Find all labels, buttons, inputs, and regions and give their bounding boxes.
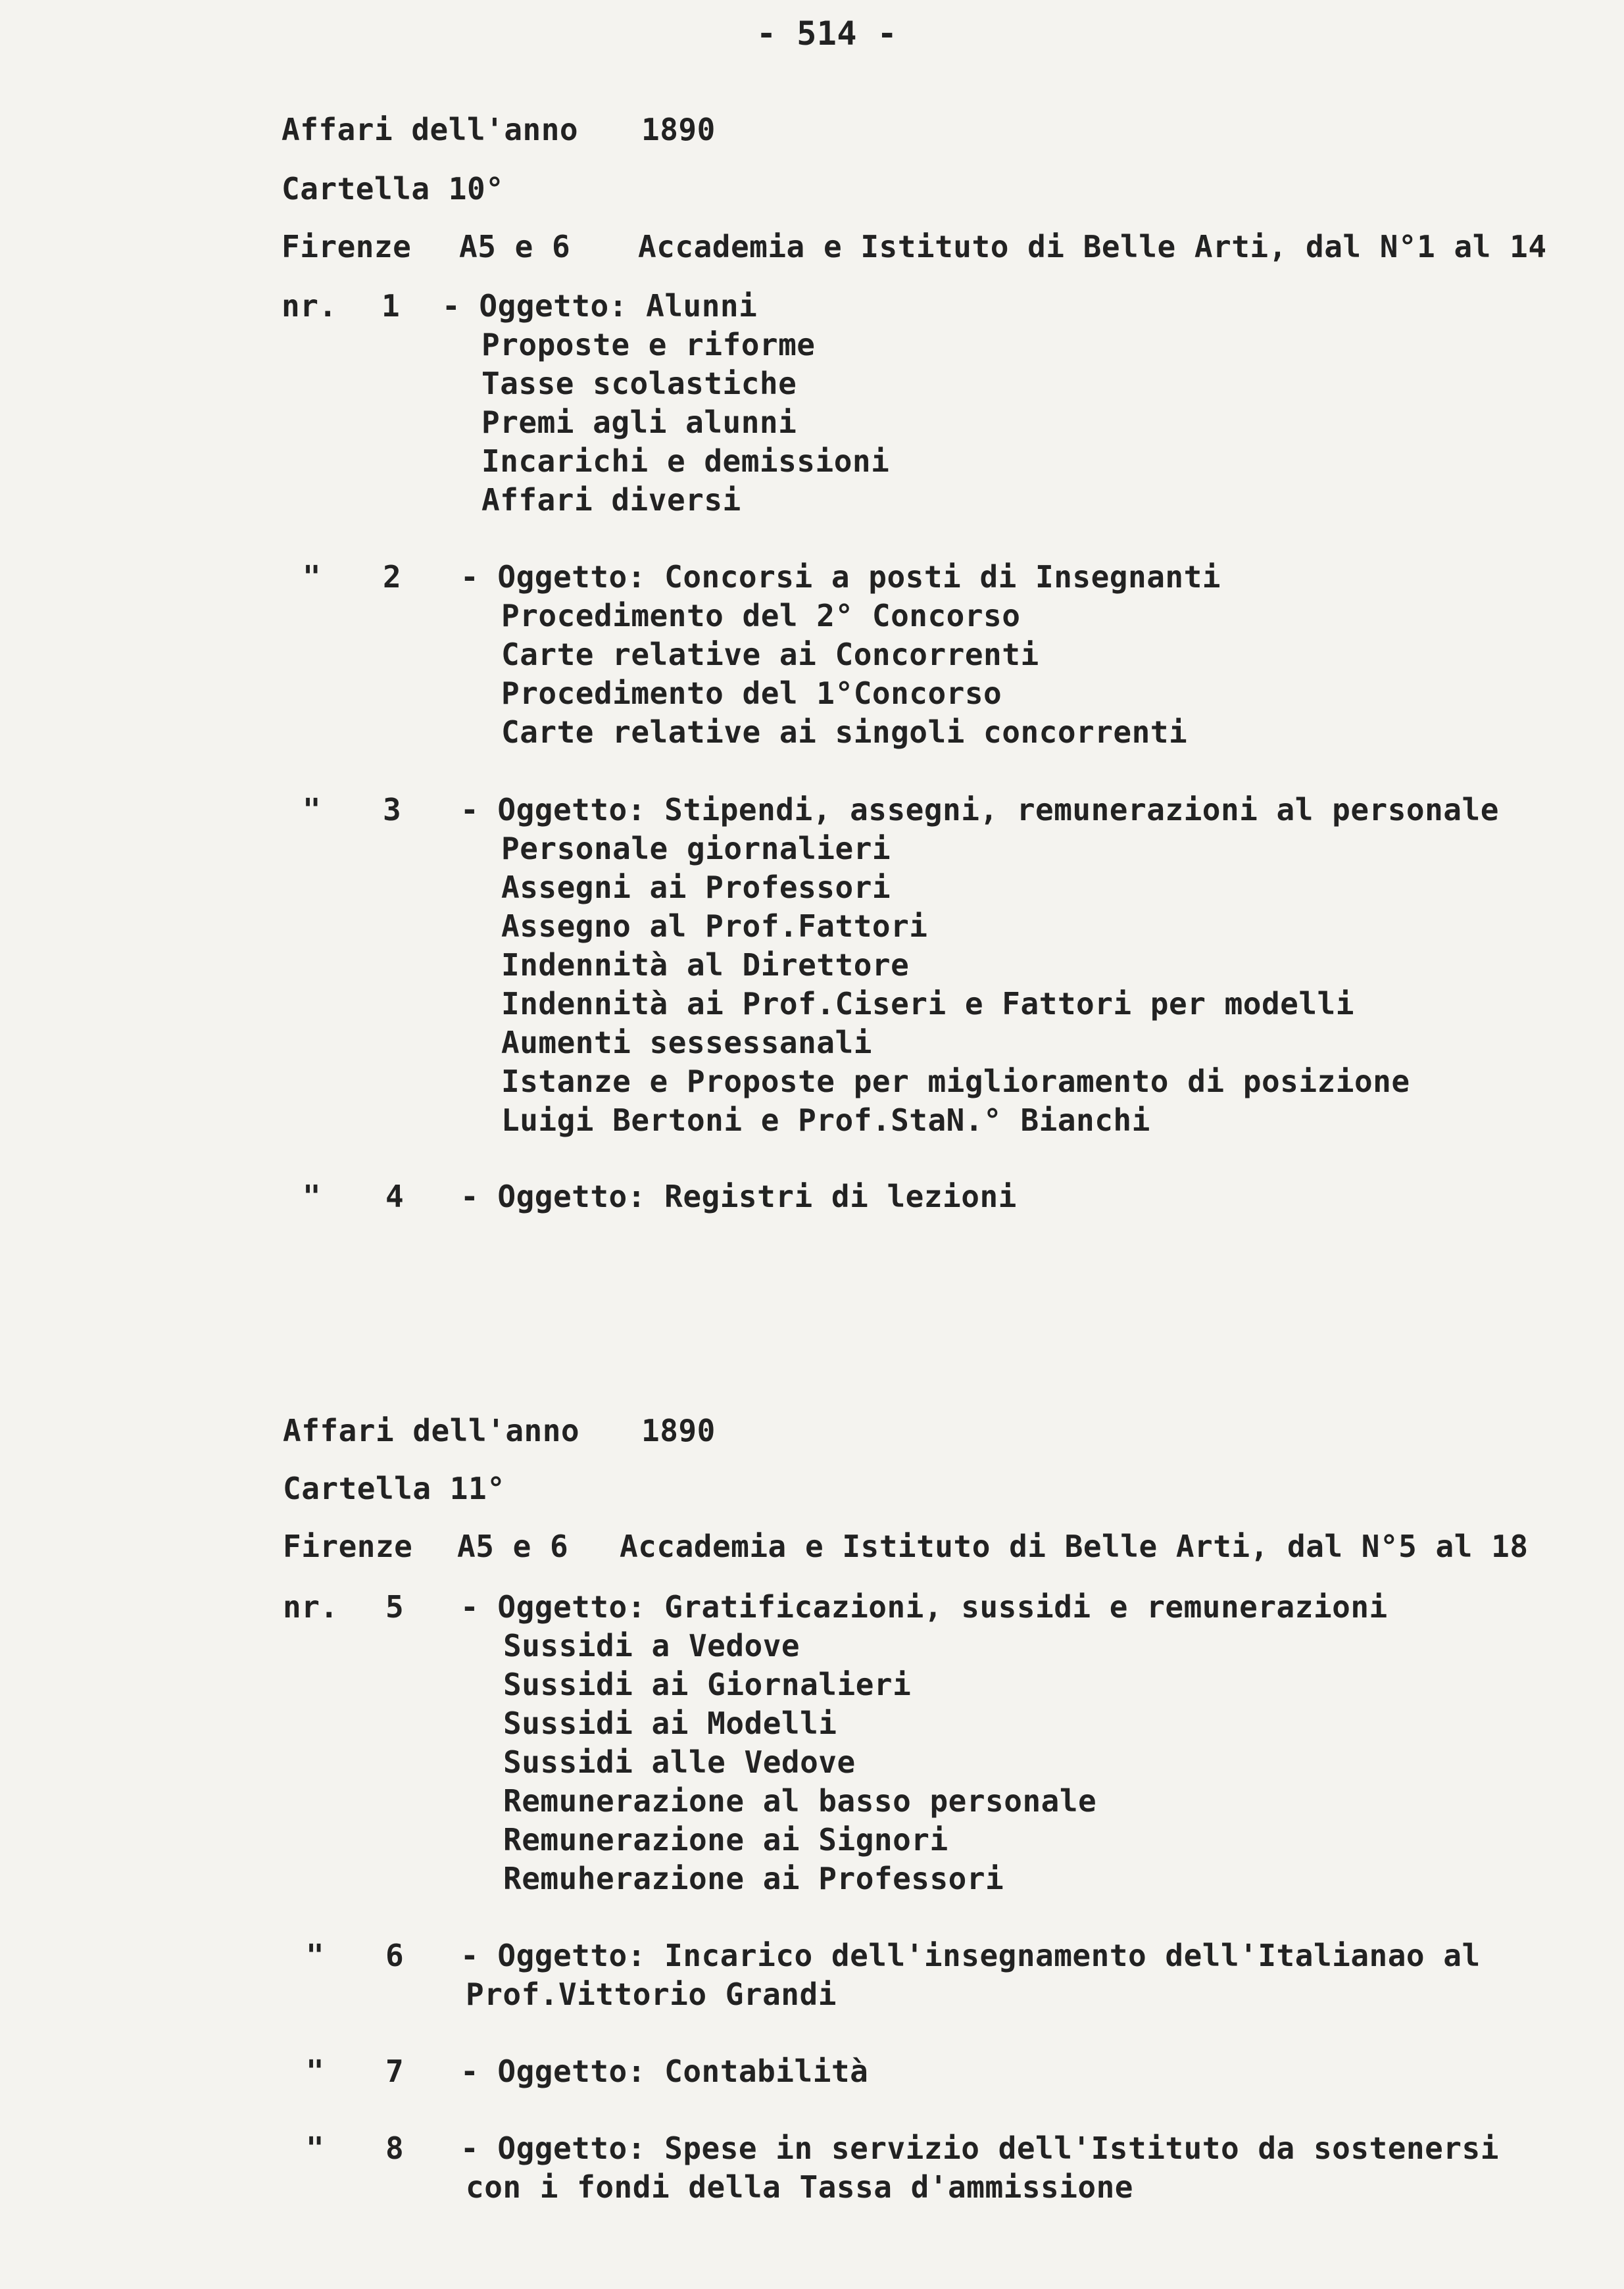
entry-number: 1	[381, 288, 401, 324]
entry-item: Sussidi ai Giornalieri	[503, 1667, 912, 1702]
entry-prefix: "	[306, 2130, 325, 2166]
cartella-label: Cartella 11°	[283, 1471, 506, 1506]
entry-prefix: "	[306, 1938, 325, 1973]
entry-item: Indennità ai Prof.Ciseri e Fattori per modelli	[501, 986, 1354, 1021]
entry-item: Incarichi e demissioni	[481, 443, 890, 479]
entry-subject: - Oggetto: Registri di lezioni	[460, 1179, 1017, 1214]
entry-prefix: nr.	[283, 1589, 339, 1625]
entry-item: Carte relative ai singoli concorrenti	[501, 714, 1188, 750]
entry-prefix: "	[303, 792, 322, 827]
entry-item: Prof.Vittorio Grandi	[466, 1977, 837, 2012]
entry-item: Istanze e Proposte per miglioramento di posizione	[501, 1064, 1410, 1099]
archive-code: A5 e 6	[459, 229, 571, 264]
archive-code: A5 e 6	[457, 1529, 569, 1564]
entry-subject: - Oggetto: Stipendi, assegni, remunerazioni al personale	[460, 792, 1499, 827]
entry-item: Tasse scolastiche	[481, 366, 797, 401]
entry-number: 6	[385, 1938, 405, 1973]
entry-item: Luigi Bertoni e Prof.StaN.° Bianchi	[501, 1102, 1150, 1138]
cartella-label: Cartella 10°	[282, 171, 504, 207]
entry-item: con i fondi della Tassa d'ammissione	[466, 2169, 1133, 2205]
entry-item: Aumenti sessessanali	[501, 1025, 872, 1060]
year-label: Affari dell'anno	[283, 1413, 580, 1448]
year-label: Affari dell'anno	[282, 112, 579, 147]
entry-item: Personale giornalieri	[501, 831, 891, 866]
entry-item: Remuherazione ai Professori	[503, 1861, 1004, 1896]
page-number: - 514 -	[756, 14, 898, 53]
entry-number: 7	[385, 2054, 405, 2089]
entry-item: Assegno al Prof.Fattori	[501, 908, 928, 944]
entry-subject: - Oggetto: Alunni	[442, 288, 758, 324]
entry-item: Sussidi a Vedove	[503, 1628, 800, 1663]
entry-number: 8	[385, 2130, 405, 2166]
entry-item: Remunerazione ai Signori	[503, 1822, 948, 1858]
entry-number: 3	[383, 792, 402, 827]
entry-prefix: "	[303, 559, 322, 595]
entry-item: Remunerazione al basso personale	[503, 1783, 1097, 1819]
place: Firenze	[282, 229, 412, 264]
entry-subject: - Oggetto: Concorsi a posti di Insegnanti	[460, 559, 1221, 595]
entry-number: 2	[383, 559, 402, 595]
entry-subject: - Oggetto: Contabilità	[460, 2054, 869, 2089]
entry-item: Procedimento del 1°Concorso	[501, 676, 1002, 711]
entry-item: Procedimento del 2° Concorso	[501, 598, 1021, 633]
entry-number: 4	[385, 1179, 405, 1214]
entry-item: Sussidi ai Modelli	[503, 1706, 837, 1741]
entry-subject: - Oggetto: Gratificazioni, sussidi e remunerazioni	[460, 1589, 1388, 1625]
entry-prefix: "	[306, 2054, 325, 2089]
year-value: 1890	[641, 1413, 716, 1448]
institution-line: Accademia e Istituto di Belle Arti, dal N°1 al 14	[638, 229, 1547, 264]
entry-item: Proposte e riforme	[481, 327, 816, 362]
entry-item: Indennità al Direttore	[501, 947, 910, 983]
entry-subject: - Oggetto: Incarico dell'insegnamento dell'Italianao al	[460, 1938, 1481, 1973]
year-value: 1890	[641, 112, 716, 147]
entry-number: 5	[385, 1589, 405, 1625]
entry-prefix: "	[303, 1179, 322, 1214]
entry-prefix: nr.	[282, 288, 337, 324]
entry-item: Carte relative ai Concorrenti	[501, 637, 1039, 672]
entry-item: Affari diversi	[481, 482, 741, 518]
entry-subject: - Oggetto: Spese in servizio dell'Istituto da sostenersi	[460, 2130, 1499, 2166]
entry-item: Premi agli alunni	[481, 405, 797, 440]
institution-line: Accademia e Istituto di Belle Arti, dal N°5 al 18	[620, 1529, 1529, 1564]
entry-item: Sussidi alle Vedove	[503, 1744, 856, 1780]
entry-item: Assegni ai Professori	[501, 870, 891, 905]
place: Firenze	[283, 1529, 413, 1564]
